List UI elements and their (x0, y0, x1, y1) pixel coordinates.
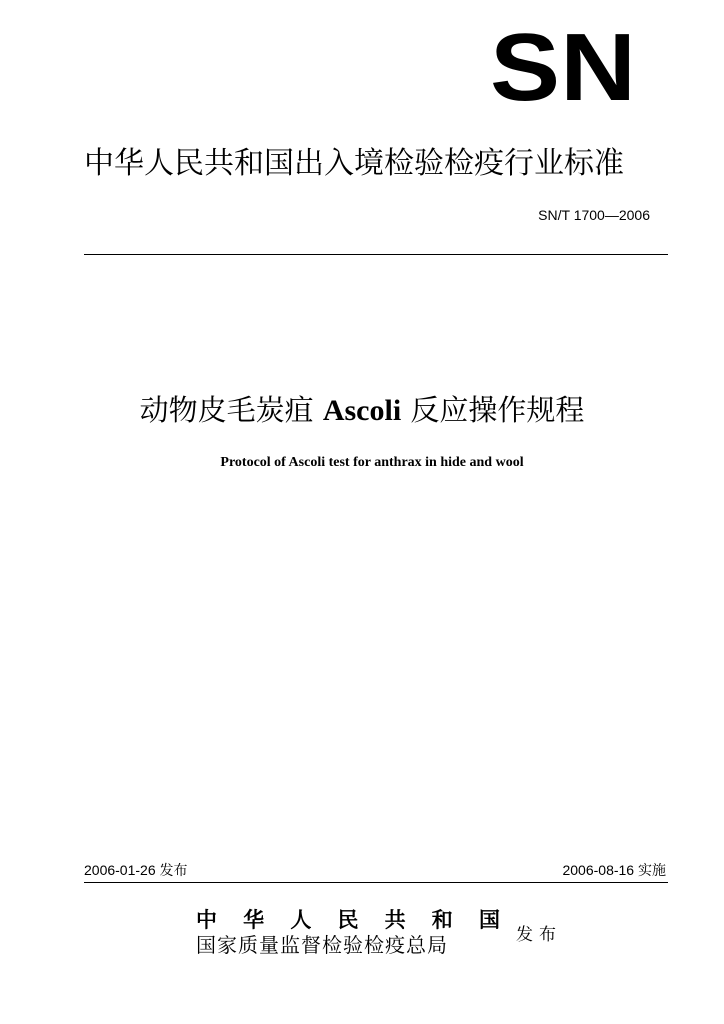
title-cn-part2: 反应操作规程 (410, 393, 585, 427)
header-divider (84, 254, 668, 255)
authority-country-char: 人 (290, 907, 312, 932)
issuing-authority (196, 908, 500, 958)
document-title-en: Protocol of Ascoli test for anthrax in hide and wool (220, 455, 524, 470)
publish-label: 发布 (516, 925, 562, 945)
sn-logo (488, 26, 638, 106)
issuer-title: 中华人民共和国出入境检验检疫行业标准 (84, 146, 624, 181)
authority-country-char: 和 (431, 907, 453, 932)
standard-code: SN/T 1700—2006 (538, 207, 650, 223)
authority-country-char: 民 (337, 907, 359, 932)
title-cn-latin: Ascoli (322, 394, 402, 427)
issue-date: 2006-01-26 发布 (84, 862, 188, 878)
sn-logo-text: SN (490, 26, 636, 106)
authority-country-char: 国 (478, 907, 500, 932)
authority-agency: 国家质量监督检验检疫总局 (196, 933, 448, 957)
implementation-date: 2006-08-16 实施 (562, 862, 666, 878)
document-title-cn (0, 388, 724, 429)
authority-country (196, 908, 500, 932)
footer-divider (84, 882, 668, 883)
title-cn-part1: 动物皮毛炭疽 (139, 393, 314, 427)
authority-country-char: 中 (196, 907, 217, 932)
authority-country-char: 共 (384, 907, 406, 932)
authority-country-char: 华 (243, 907, 265, 932)
